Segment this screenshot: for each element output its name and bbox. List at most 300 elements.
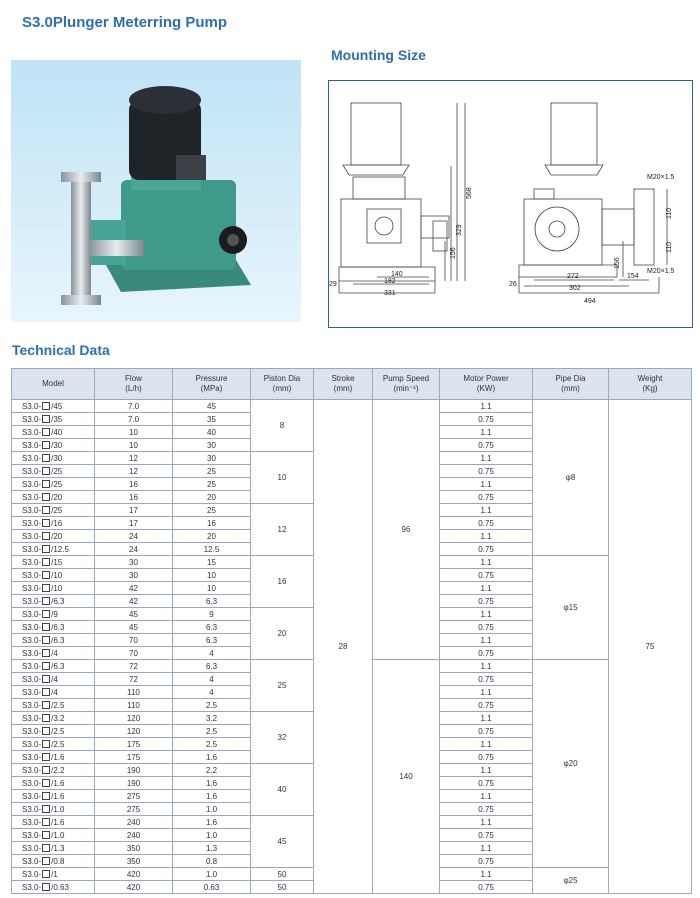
piston-dia-cell: 25 bbox=[251, 660, 314, 712]
placeholder-box-icon bbox=[42, 727, 50, 735]
pressure-cell: 25 bbox=[173, 478, 251, 491]
column-header-label: Flow bbox=[125, 374, 142, 383]
model-prefix: S3.0- bbox=[22, 648, 42, 658]
model-suffix: /25 bbox=[51, 505, 63, 515]
placeholder-box-icon bbox=[42, 701, 50, 709]
placeholder-box-icon bbox=[42, 402, 50, 410]
pressure-cell: 2.2 bbox=[173, 764, 251, 777]
column-header-unit: (mm) bbox=[333, 384, 353, 393]
motor-power-cell: 1.1 bbox=[440, 426, 533, 439]
placeholder-box-icon bbox=[42, 532, 50, 540]
flow-cell: 175 bbox=[95, 738, 173, 751]
model-prefix: S3.0- bbox=[22, 557, 42, 567]
piston-dia-cell: 16 bbox=[251, 556, 314, 608]
flow-cell: 175 bbox=[95, 751, 173, 764]
model-suffix: /1.0 bbox=[51, 830, 65, 840]
pressure-cell: 0.63 bbox=[173, 881, 251, 894]
model-cell bbox=[12, 842, 95, 855]
model-suffix: /45 bbox=[51, 401, 63, 411]
piston-dia-cell: 10 bbox=[251, 452, 314, 504]
dim-29: 29 bbox=[329, 281, 337, 288]
model-prefix: S3.0- bbox=[22, 492, 42, 502]
flow-cell: 240 bbox=[95, 816, 173, 829]
placeholder-box-icon bbox=[42, 623, 50, 631]
model-cell bbox=[12, 517, 95, 530]
model-suffix: /25 bbox=[51, 479, 63, 489]
column-header-label: Pipe Dia bbox=[555, 374, 586, 383]
pressure-cell: 2.5 bbox=[173, 699, 251, 712]
model-cell bbox=[12, 426, 95, 439]
model-cell bbox=[12, 855, 95, 868]
right-view bbox=[519, 103, 667, 293]
model-prefix: S3.0- bbox=[22, 609, 42, 619]
model-suffix: /1 bbox=[51, 869, 58, 879]
column-header bbox=[373, 369, 440, 400]
piston-dia-cell: 20 bbox=[251, 608, 314, 660]
model-prefix: S3.0- bbox=[22, 622, 42, 632]
model-suffix: /25 bbox=[51, 466, 63, 476]
model-cell bbox=[12, 725, 95, 738]
model-prefix: S3.0- bbox=[22, 700, 42, 710]
column-header-unit: (L/h) bbox=[125, 384, 142, 393]
column-header bbox=[314, 369, 373, 400]
flow-cell: 72 bbox=[95, 660, 173, 673]
pressure-cell: 6.3 bbox=[173, 595, 251, 608]
flow-cell: 10 bbox=[95, 426, 173, 439]
model-prefix: S3.0- bbox=[22, 596, 42, 606]
pipe-dia-cell: φ20 bbox=[533, 660, 609, 868]
column-header-unit: (mm) bbox=[272, 384, 292, 393]
pressure-cell: 1.3 bbox=[173, 842, 251, 855]
model-suffix: /6.3 bbox=[51, 661, 65, 671]
pressure-cell: 6.3 bbox=[173, 621, 251, 634]
model-cell bbox=[12, 881, 95, 894]
model-cell bbox=[12, 764, 95, 777]
technical-data-table bbox=[11, 368, 692, 894]
flow-cell: 7.0 bbox=[95, 413, 173, 426]
placeholder-box-icon bbox=[42, 675, 50, 683]
pressure-cell: 25 bbox=[173, 465, 251, 478]
pressure-cell: 1.0 bbox=[173, 868, 251, 881]
table-row bbox=[12, 400, 692, 413]
model-prefix: S3.0- bbox=[22, 752, 42, 762]
motor-power-cell: 1.1 bbox=[440, 842, 533, 855]
model-prefix: S3.0- bbox=[22, 674, 42, 684]
placeholder-box-icon bbox=[42, 779, 50, 787]
flow-cell: 70 bbox=[95, 647, 173, 660]
placeholder-box-icon bbox=[42, 558, 50, 566]
flow-cell: 240 bbox=[95, 829, 173, 842]
model-cell bbox=[12, 569, 95, 582]
motor-power-cell: 1.1 bbox=[440, 790, 533, 803]
placeholder-box-icon bbox=[42, 844, 50, 852]
dim-154: 154 bbox=[627, 273, 639, 280]
placeholder-box-icon bbox=[42, 857, 50, 865]
motor-power-cell: 0.75 bbox=[440, 777, 533, 790]
flow-cell: 45 bbox=[95, 621, 173, 634]
model-suffix: /2.5 bbox=[51, 739, 65, 749]
dim-302: 302 bbox=[569, 285, 581, 292]
flow-cell: 120 bbox=[95, 725, 173, 738]
placeholder-box-icon bbox=[42, 584, 50, 592]
model-prefix: S3.0- bbox=[22, 570, 42, 580]
model-cell bbox=[12, 582, 95, 595]
placeholder-box-icon bbox=[42, 662, 50, 670]
model-cell bbox=[12, 478, 95, 491]
pressure-cell: 10 bbox=[173, 569, 251, 582]
model-suffix: /10 bbox=[51, 570, 63, 580]
motor-power-cell: 0.75 bbox=[440, 491, 533, 504]
pressure-cell: 6.3 bbox=[173, 634, 251, 647]
motor-power-cell: 0.75 bbox=[440, 829, 533, 842]
placeholder-box-icon bbox=[42, 740, 50, 748]
model-cell bbox=[12, 621, 95, 634]
model-cell bbox=[12, 504, 95, 517]
column-header-label: Pump Speed bbox=[382, 374, 430, 383]
column-header bbox=[12, 369, 95, 400]
placeholder-box-icon bbox=[42, 610, 50, 618]
model-prefix: S3.0- bbox=[22, 440, 42, 450]
pressure-cell: 4 bbox=[173, 686, 251, 699]
piston-dia-cell: 12 bbox=[251, 504, 314, 556]
model-cell bbox=[12, 712, 95, 725]
column-header bbox=[95, 369, 173, 400]
column-header-label: Piston Dia bbox=[263, 374, 301, 383]
placeholder-box-icon bbox=[42, 870, 50, 878]
product-photo bbox=[11, 60, 301, 322]
dim-m20-bottom: M20×1.5 bbox=[647, 268, 675, 275]
model-suffix: /4 bbox=[51, 687, 58, 697]
pressure-cell: 1.0 bbox=[173, 829, 251, 842]
placeholder-box-icon bbox=[42, 506, 50, 514]
placeholder-box-icon bbox=[42, 792, 50, 800]
placeholder-box-icon bbox=[42, 636, 50, 644]
pressure-cell: 35 bbox=[173, 413, 251, 426]
model-suffix: /30 bbox=[51, 453, 63, 463]
model-suffix: /1.6 bbox=[51, 791, 65, 801]
pressure-cell: 6.3 bbox=[173, 660, 251, 673]
mounting-drawing bbox=[328, 80, 693, 328]
placeholder-box-icon bbox=[42, 597, 50, 605]
model-prefix: S3.0- bbox=[22, 765, 42, 775]
flow-cell: 17 bbox=[95, 504, 173, 517]
placeholder-box-icon bbox=[42, 766, 50, 774]
column-header-label: Stroke bbox=[331, 374, 355, 383]
pipe-dia-cell: φ25 bbox=[533, 868, 609, 894]
pressure-cell: 10 bbox=[173, 582, 251, 595]
placeholder-box-icon bbox=[42, 714, 50, 722]
model-cell bbox=[12, 439, 95, 452]
motor-power-cell: 1.1 bbox=[440, 452, 533, 465]
model-prefix: S3.0- bbox=[22, 869, 42, 879]
column-header-label: Motor Power bbox=[463, 374, 509, 383]
motor-power-cell: 0.75 bbox=[440, 673, 533, 686]
model-suffix: /35 bbox=[51, 414, 63, 424]
model-cell bbox=[12, 530, 95, 543]
pump-speed-cell: 140 bbox=[373, 660, 440, 894]
pressure-cell: 1.6 bbox=[173, 790, 251, 803]
placeholder-box-icon bbox=[42, 480, 50, 488]
flow-cell: 275 bbox=[95, 790, 173, 803]
model-suffix: /1.6 bbox=[51, 817, 65, 827]
dim-182: 182 bbox=[384, 278, 396, 285]
model-prefix: S3.0- bbox=[22, 713, 42, 723]
model-prefix: S3.0- bbox=[22, 414, 42, 424]
pressure-cell: 3.2 bbox=[173, 712, 251, 725]
model-suffix: /2.5 bbox=[51, 726, 65, 736]
model-prefix: S3.0- bbox=[22, 453, 42, 463]
model-prefix: S3.0- bbox=[22, 739, 42, 749]
model-cell bbox=[12, 790, 95, 803]
piston-dia-cell: 8 bbox=[251, 400, 314, 452]
column-header-unit: (KW) bbox=[476, 384, 496, 393]
placeholder-box-icon bbox=[42, 467, 50, 475]
model-prefix: S3.0- bbox=[22, 518, 42, 528]
motor-power-cell: 1.1 bbox=[440, 634, 533, 647]
model-suffix: /12.5 bbox=[51, 544, 69, 554]
technical-data-heading: Technical Data bbox=[12, 342, 110, 358]
column-header-unit: (min⁻¹) bbox=[393, 384, 419, 393]
model-suffix: /1.6 bbox=[51, 778, 65, 788]
flow-cell: 42 bbox=[95, 582, 173, 595]
model-prefix: S3.0- bbox=[22, 427, 42, 437]
stroke-cell: 28 bbox=[314, 400, 373, 894]
pressure-cell: 2.5 bbox=[173, 738, 251, 751]
pressure-cell: 20 bbox=[173, 530, 251, 543]
pressure-cell: 1.6 bbox=[173, 816, 251, 829]
motor-power-cell: 1.1 bbox=[440, 504, 533, 517]
placeholder-box-icon bbox=[42, 805, 50, 813]
model-cell bbox=[12, 699, 95, 712]
model-cell bbox=[12, 647, 95, 660]
motor-power-cell: 0.75 bbox=[440, 855, 533, 868]
pressure-cell: 1.6 bbox=[173, 751, 251, 764]
motor-power-cell: 0.75 bbox=[440, 699, 533, 712]
pressure-cell: 1.0 bbox=[173, 803, 251, 816]
pressure-cell: 30 bbox=[173, 439, 251, 452]
placeholder-box-icon bbox=[42, 818, 50, 826]
pressure-cell: 9 bbox=[173, 608, 251, 621]
model-suffix: /2.5 bbox=[51, 700, 65, 710]
motor-power-cell: 0.75 bbox=[440, 465, 533, 478]
flow-cell: 190 bbox=[95, 777, 173, 790]
model-suffix: /0.8 bbox=[51, 856, 65, 866]
dim-110-b: 110 bbox=[666, 241, 673, 253]
piston-dia-cell: 45 bbox=[251, 816, 314, 868]
model-suffix: /1.0 bbox=[51, 804, 65, 814]
placeholder-box-icon bbox=[42, 415, 50, 423]
motor-power-cell: 0.75 bbox=[440, 595, 533, 608]
dim-329: 329 bbox=[456, 224, 463, 236]
pressure-cell: 25 bbox=[173, 504, 251, 517]
model-suffix: /2.2 bbox=[51, 765, 65, 775]
model-suffix: /30 bbox=[51, 440, 63, 450]
model-cell bbox=[12, 595, 95, 608]
model-suffix: /6.3 bbox=[51, 596, 65, 606]
piston-dia-cell: 50 bbox=[251, 868, 314, 881]
pressure-cell: 45 bbox=[173, 400, 251, 413]
model-prefix: S3.0- bbox=[22, 583, 42, 593]
placeholder-box-icon bbox=[42, 883, 50, 891]
motor-power-cell: 1.1 bbox=[440, 400, 533, 413]
model-cell bbox=[12, 400, 95, 413]
placeholder-box-icon bbox=[42, 519, 50, 527]
flow-cell: 24 bbox=[95, 543, 173, 556]
piston-dia-cell: 50 bbox=[251, 881, 314, 894]
flow-cell: 16 bbox=[95, 478, 173, 491]
flow-cell: 30 bbox=[95, 569, 173, 582]
pressure-cell: 1.6 bbox=[173, 777, 251, 790]
motor-power-cell: 0.75 bbox=[440, 647, 533, 660]
model-cell bbox=[12, 751, 95, 764]
model-cell bbox=[12, 660, 95, 673]
model-suffix: /1.6 bbox=[51, 752, 65, 762]
model-cell bbox=[12, 868, 95, 881]
model-prefix: S3.0- bbox=[22, 856, 42, 866]
motor-power-cell: 1.1 bbox=[440, 868, 533, 881]
model-suffix: /20 bbox=[51, 531, 63, 541]
pressure-cell: 20 bbox=[173, 491, 251, 504]
pressure-cell: 15 bbox=[173, 556, 251, 569]
mounting-size-heading: Mounting Size bbox=[331, 47, 426, 63]
pressure-cell: 40 bbox=[173, 426, 251, 439]
flow-cell: 190 bbox=[95, 764, 173, 777]
placeholder-box-icon bbox=[42, 688, 50, 696]
dim-156: 156 bbox=[450, 247, 457, 259]
model-suffix: /6.3 bbox=[51, 622, 65, 632]
placeholder-box-icon bbox=[42, 493, 50, 501]
column-header-label: Model bbox=[42, 379, 64, 388]
motor-power-cell: 0.75 bbox=[440, 881, 533, 894]
dim-140: 140 bbox=[391, 271, 403, 278]
model-cell bbox=[12, 465, 95, 478]
model-prefix: S3.0- bbox=[22, 791, 42, 801]
motor-power-cell: 0.75 bbox=[440, 517, 533, 530]
flow-cell: 420 bbox=[95, 868, 173, 881]
model-cell bbox=[12, 556, 95, 569]
flow-cell: 420 bbox=[95, 881, 173, 894]
model-cell bbox=[12, 413, 95, 426]
model-prefix: S3.0- bbox=[22, 882, 42, 892]
flow-cell: 110 bbox=[95, 686, 173, 699]
column-header bbox=[609, 369, 692, 400]
model-suffix: /4 bbox=[51, 648, 58, 658]
column-header bbox=[533, 369, 609, 400]
model-cell bbox=[12, 634, 95, 647]
flow-cell: 12 bbox=[95, 465, 173, 478]
weight-cell: 75 bbox=[609, 400, 692, 894]
piston-dia-cell: 40 bbox=[251, 764, 314, 816]
model-suffix: /3.2 bbox=[51, 713, 65, 723]
dim-26: 26 bbox=[509, 281, 517, 288]
column-header-unit: (mm) bbox=[561, 384, 580, 393]
model-prefix: S3.0- bbox=[22, 687, 42, 697]
placeholder-box-icon bbox=[42, 545, 50, 553]
model-prefix: S3.0- bbox=[22, 726, 42, 736]
flow-cell: 110 bbox=[95, 699, 173, 712]
left-view bbox=[339, 103, 465, 293]
placeholder-box-icon bbox=[42, 649, 50, 657]
pressure-cell: 2.5 bbox=[173, 725, 251, 738]
model-prefix: S3.0- bbox=[22, 830, 42, 840]
model-prefix: S3.0- bbox=[22, 505, 42, 515]
flow-cell: 275 bbox=[95, 803, 173, 816]
motor-power-cell: 0.75 bbox=[440, 621, 533, 634]
model-prefix: S3.0- bbox=[22, 466, 42, 476]
motor-power-cell: 0.75 bbox=[440, 439, 533, 452]
motor-power-cell: 0.75 bbox=[440, 569, 533, 582]
motor-power-cell: 1.1 bbox=[440, 478, 533, 491]
dim-272: 272 bbox=[567, 273, 579, 280]
motor-power-cell: 1.1 bbox=[440, 738, 533, 751]
model-prefix: S3.0- bbox=[22, 635, 42, 645]
motor-power-cell: 1.1 bbox=[440, 530, 533, 543]
flow-cell: 7.0 bbox=[95, 400, 173, 413]
motor-power-cell: 1.1 bbox=[440, 556, 533, 569]
motor-power-cell: 1.1 bbox=[440, 712, 533, 725]
model-prefix: S3.0- bbox=[22, 479, 42, 489]
pipe-dia-cell: φ8 bbox=[533, 400, 609, 556]
flow-cell: 42 bbox=[95, 595, 173, 608]
motor-power-cell: 1.1 bbox=[440, 608, 533, 621]
pressure-cell: 30 bbox=[173, 452, 251, 465]
column-header-label: Weight bbox=[637, 374, 663, 383]
column-header bbox=[440, 369, 533, 400]
motor-power-cell: 1.1 bbox=[440, 660, 533, 673]
flow-cell: 24 bbox=[95, 530, 173, 543]
flow-cell: 17 bbox=[95, 517, 173, 530]
model-prefix: S3.0- bbox=[22, 804, 42, 814]
model-cell bbox=[12, 543, 95, 556]
flow-cell: 10 bbox=[95, 439, 173, 452]
pump-speed-cell: 96 bbox=[373, 400, 440, 660]
column-header bbox=[173, 369, 251, 400]
flow-cell: 72 bbox=[95, 673, 173, 686]
table-header-row bbox=[12, 369, 692, 400]
model-suffix: /0.63 bbox=[51, 882, 69, 892]
dim-568: 568 bbox=[466, 187, 473, 199]
model-prefix: S3.0- bbox=[22, 817, 42, 827]
pressure-cell: 4 bbox=[173, 647, 251, 660]
flow-cell: 350 bbox=[95, 855, 173, 868]
piston-dia-cell: 32 bbox=[251, 712, 314, 764]
dim-156-right: 156 bbox=[614, 257, 621, 269]
pressure-cell: 0.8 bbox=[173, 855, 251, 868]
model-cell bbox=[12, 829, 95, 842]
flow-cell: 70 bbox=[95, 634, 173, 647]
model-cell bbox=[12, 452, 95, 465]
column-header bbox=[251, 369, 314, 400]
flow-cell: 30 bbox=[95, 556, 173, 569]
motor-power-cell: 0.75 bbox=[440, 803, 533, 816]
motor-power-cell: 1.1 bbox=[440, 816, 533, 829]
placeholder-box-icon bbox=[42, 753, 50, 761]
model-cell bbox=[12, 816, 95, 829]
placeholder-box-icon bbox=[42, 428, 50, 436]
model-prefix: S3.0- bbox=[22, 401, 42, 411]
column-header-label: Pressure bbox=[195, 374, 228, 383]
flow-cell: 12 bbox=[95, 452, 173, 465]
dim-331: 331 bbox=[384, 290, 396, 297]
model-prefix: S3.0- bbox=[22, 544, 42, 554]
pressure-cell: 16 bbox=[173, 517, 251, 530]
model-suffix: /4 bbox=[51, 674, 58, 684]
flow-cell: 350 bbox=[95, 842, 173, 855]
model-cell bbox=[12, 738, 95, 751]
motor-power-cell: 0.75 bbox=[440, 543, 533, 556]
column-header-unit: (MPa) bbox=[200, 384, 223, 393]
model-suffix: /40 bbox=[51, 427, 63, 437]
